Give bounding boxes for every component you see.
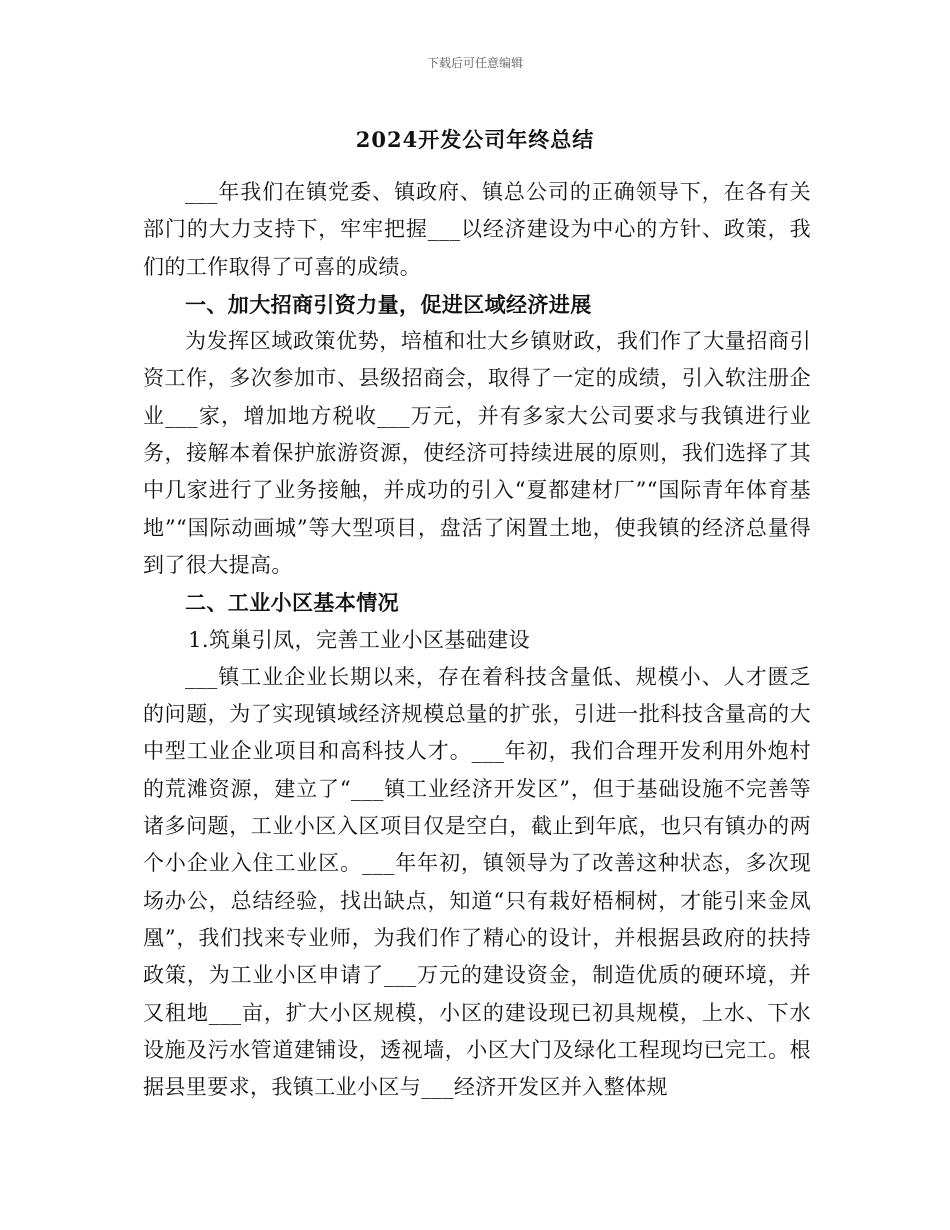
subsection-1-paragraph: ___镇工业企业长期以来，存在着科技含量低、规模小、人才匮乏的问题，为了实现镇域经济规模总量的扩张，引进一批科技含量高的大中型工业企业项目和高科技人才。___年初，我们合理开发利用外炮村的荒滩资源，建立了“___镇工业经济开发区”，但于基础设施不完善等诸多问题，工业小区入区项目仅是空白，截止到年底，也只有镇办的两个小企业入住工业区。___年年初，镇领导为了改善这种状态，多次现场办公，总结经验，找出缺点，知道“只有栽好梧桐树，才能引来金凤凰”，我们找来专业师，为我们作了精心的设计，并根据县政府的扶持政策，为工业小区申请了___万元的建设资金，制造优质的硬环境，并又租地___亩，扩大小区规模，小区的建设现已初具规模，上水、下水设施及污水管道建铺设，透视墙，小区大门及绿化工程现均已完工。根据县里要求，我镇工业小区与___经济开发区并入整体规 bbox=[143, 664, 811, 1100]
section-heading-1: 一、加大招商引资力量，促进区域经济进展 bbox=[185, 291, 592, 317]
document-body bbox=[143, 174, 811, 1106]
page-header: 下载后可任意编辑 bbox=[426, 56, 523, 70]
section-1-paragraph: 为发挥区域政策优势，培植和壮大乡镇财政，我们作了大量招商引资工作，多次参加市、县级招商会，取得了一定的成绩，引入软注册企业___家，增加地方税收___万元，并有多家大公司要求与我镇进行业务，接解本着保护旅游资源，使经济可持续进展的原则，我们选择了其中几家进行了业务接触，并成功的引入“夏都建材厂”“国际青年体育基地”“国际动画城”等大型项目，盘活了闲置土地，使我镇的经济总量得到了很大提高。 bbox=[143, 329, 811, 577]
section-heading-2: 二、工业小区基本情况 bbox=[185, 590, 399, 616]
document-title: 2024开发公司年终总结 bbox=[355, 127, 595, 152]
intro-paragraph: ___年我们在镇党委、镇政府、镇总公司的正确领导下，在各有关部门的大力支持下，牢牢把握___以经济建设为中心的方针、政策，我们的工作取得了可喜的成绩。 bbox=[143, 180, 811, 279]
subsection-heading-1: 1.筑巢引凤，完善工业小区基础建设 bbox=[188, 627, 530, 652]
